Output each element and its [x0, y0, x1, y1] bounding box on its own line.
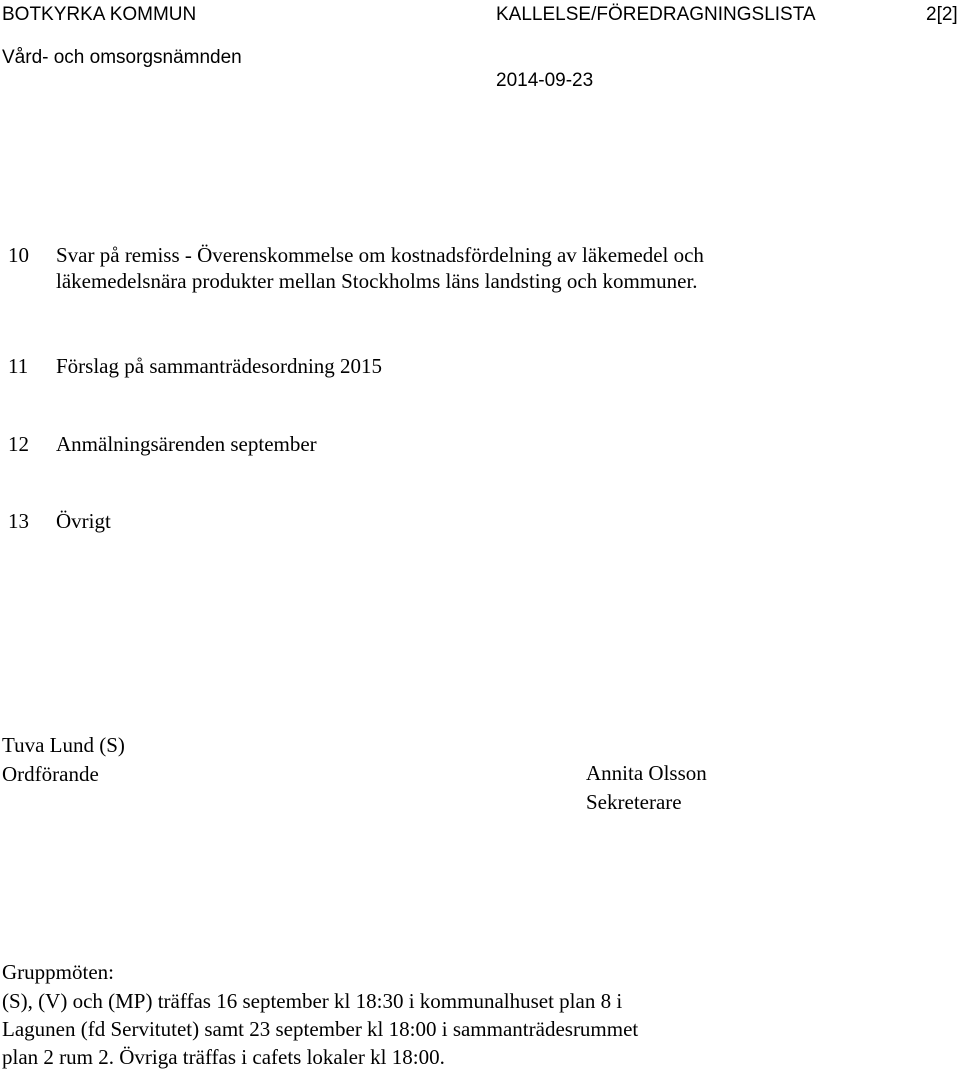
- chair-name: Tuva Lund (S): [2, 733, 125, 757]
- agenda-item-text-line: läkemedelsnära produkter mellan Stockholms läns landsting och kommuner.: [56, 269, 698, 293]
- agenda-item-number: 10: [8, 243, 29, 267]
- document-type: KALLELSE/FÖREDRAGNINGSLISTA: [496, 4, 816, 25]
- agenda-item-number: 11: [8, 354, 29, 378]
- committee-name: Vård- och omsorgsnämnden: [2, 47, 242, 68]
- secretary-role: Sekreterare: [586, 790, 682, 814]
- group-meetings-line: plan 2 rum 2. Övriga träffas i cafets lokaler kl 18:00.: [2, 1045, 445, 1069]
- secretary-name: Annita Olsson: [586, 761, 707, 785]
- page-number: 2[2]: [926, 4, 958, 25]
- agenda-item-11: [8, 353, 908, 383]
- agenda-item-10: [8, 242, 908, 302]
- agenda-item-number: 13: [8, 509, 29, 533]
- agenda-item-12: [8, 431, 908, 461]
- secretary-signature: [586, 759, 707, 817]
- organization-name: BOTKYRKA KOMMUN: [2, 4, 197, 25]
- agenda-item-text-line: Svar på remiss - Överenskommelse om kostnadsfördelning av läkemedel och: [56, 243, 704, 267]
- document-date: 2014-09-23: [496, 70, 594, 91]
- chair-role: Ordförande: [2, 762, 99, 786]
- chair-signature: [2, 731, 125, 789]
- group-meetings-text: [2, 987, 822, 1071]
- group-meetings-line: Lagunen (fd Servitutet) samt 23 september kl 18:00 i sammanträdesrummet: [2, 1017, 639, 1041]
- agenda-item-text: [56, 242, 908, 294]
- agenda-item-number: 12: [8, 432, 29, 456]
- agenda-item-13: [8, 508, 908, 538]
- agenda-item-text: Anmälningsärenden september: [56, 432, 317, 456]
- agenda-item-text: Övrigt: [56, 509, 111, 533]
- group-meetings-label: Gruppmöten:: [2, 960, 114, 984]
- group-meetings-line: (S), (V) och (MP) träffas 16 september kl 18:30 i kommunalhuset plan 8 i: [2, 989, 623, 1013]
- agenda-item-text: Förslag på sammanträdesordning 2015: [56, 354, 383, 378]
